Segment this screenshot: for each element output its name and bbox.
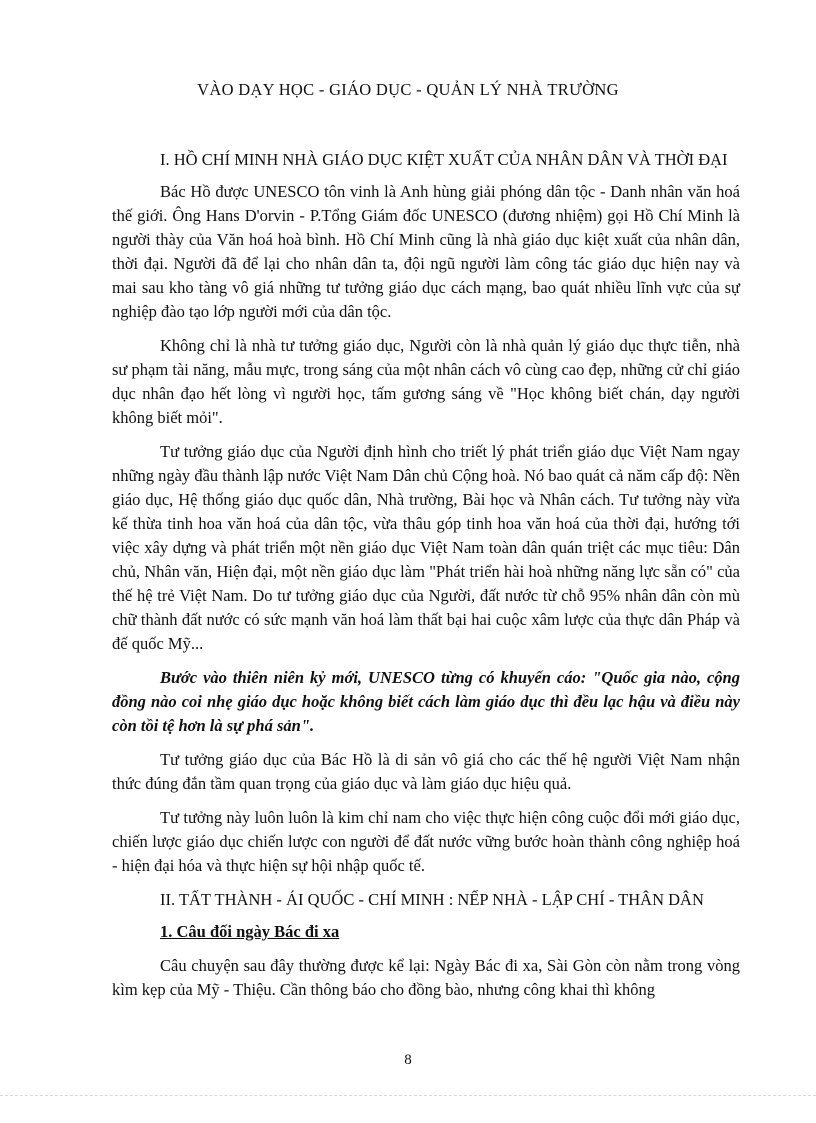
page-number: 8 bbox=[404, 1052, 412, 1068]
page-divider bbox=[0, 1095, 816, 1096]
section-2-heading: II. TẤT THÀNH - ÁI QUỐC - CHÍ MINH : NẾP NHÀ - LẬP CHÍ - THÂN DÂN bbox=[160, 890, 704, 909]
section-1-heading: I. HỒ CHÍ MINH NHÀ GIÁO DỤC KIỆT XUẤT CỦA NHÂN DÂN VÀ THỜI ĐẠI bbox=[160, 150, 728, 169]
unesco-quote: Bước vào thiên niên kỷ mới, UNESCO từng có khuyến cáo: "Quốc gia nào, cộng đồng nào coi nhẹ giáo dục hoặc không biết cách làm giáo dục thì đều lạc hậu và điều này còn tồi tệ hơn là sự phá sản". bbox=[112, 668, 740, 735]
subsection-heading: 1. Câu đối ngày Bác đi xa bbox=[160, 922, 340, 941]
paragraph-6: Câu chuyện sau đây thường được kể lại: Ngày Bác đi xa, Sài Gòn còn nằm trong vòng kìm kẹp của Mỹ - Thiệu. Cần thông báo cho đồng bào, nhưng công khai thì không bbox=[112, 956, 740, 999]
paragraph-2: Không chỉ là nhà tư tưởng giáo dục, Người còn là nhà quản lý giáo dục thực tiễn, nhà sư phạm tài năng, mẫu mực, trong sáng của một nhân cách vô cùng cao đẹp, những cử chỉ giáo dục nhân đạo hết lòng vì người học, tấm gương sáng về "Học không biết chán, dạy người không biết mỏi". bbox=[112, 336, 740, 427]
document-body bbox=[112, 148, 740, 1012]
paragraph-1: Bác Hồ được UNESCO tôn vinh là Anh hùng giải phóng dân tộc - Danh nhân văn hoá thế giới. Ông Hans D'orvin - P.Tổng Giám đốc UNESCO (đương nhiệm) gọi Hồ Chí Minh là người thày của Văn hoá hoà bình. Hồ Chí Minh cũng là nhà giáo dục kiệt xuất của nhân dân, thời đại. Người đã để lại cho nhân dân ta, đội ngũ người làm công tác giáo dục hiện nay và mai sau kho tàng vô giá những tư tưởng giáo dục cách mạng, bao quát nhiều lĩnh vực của sự nghiệp đào tạo lớp người mới của dân tộc. bbox=[112, 182, 740, 321]
paragraph-3: Tư tưởng giáo dục của Người định hình cho triết lý phát triển giáo dục Việt Nam ngay những ngày đầu thành lập nước Việt Nam Dân chủ Cộng hoà. Nó bao quát cả năm cấp độ: Nền giáo dục, Hệ thống giáo dục quốc dân, Nhà trường, Bài học và Nhân cách. Tư tưởng này vừa kế thừa tinh hoa văn hoá của dân tộc, vừa thâu góp tinh hoa văn hoá của thời đại, hướng tới việc xây dựng và phát triển một nền giáo dục Việt Nam toàn dân quán triệt các mục tiêu: Dân chủ, Nhân văn, Hiện đại, một nền giáo dục làm "Phát triển hài hoà những năng lực sẵn có" của thế hệ trẻ Việt Nam. Do tư tưởng giáo dục của Người, đất nước từ chỗ 95% nhân dân còn mù chữ thành đất nước có sức mạnh văn hoá làm thất bại hai cuộc xâm lược của thực dân Pháp và đế quốc Mỹ... bbox=[112, 442, 740, 653]
paragraph-4: Tư tưởng giáo dục của Bác Hồ là di sản vô giá cho các thế hệ người Việt Nam nhận thức đúng đắn tầm quan trọng của giáo dục và làm giáo dục hiệu quả. bbox=[112, 750, 740, 793]
paragraph-5: Tư tưởng này luôn luôn là kim chỉ nam cho việc thực hiện công cuộc đổi mới giáo dục, chiến lược giáo dục chiến lược con người để đất nước vững bước hoàn thành công nghiệp hoá - hiện đại hóa và thực hiện sự hội nhập quốc tế. bbox=[112, 808, 740, 875]
document-title: VÀO DẠY HỌC - GIÁO DỤC - QUẢN LÝ NHÀ TRƯỜNG bbox=[197, 80, 619, 99]
